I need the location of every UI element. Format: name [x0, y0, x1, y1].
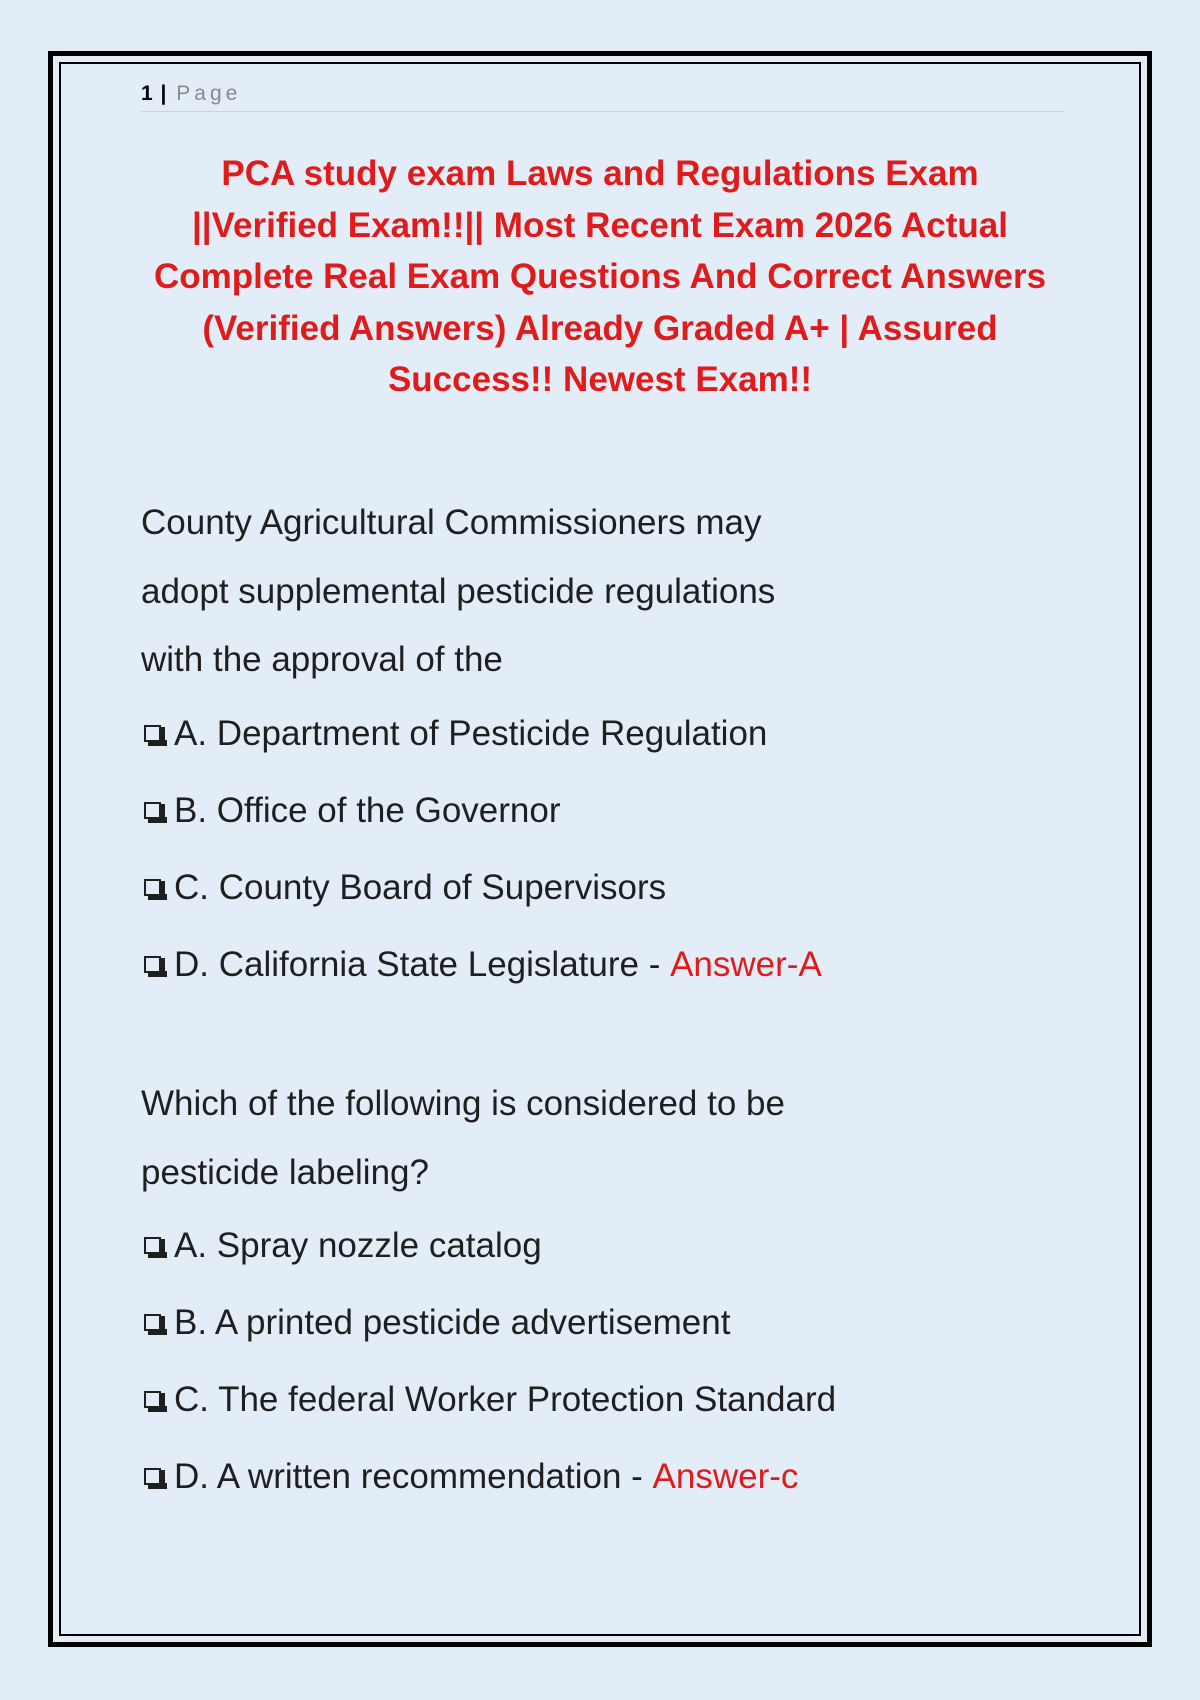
question-1 — [141, 489, 1101, 1003]
option-text: D. A written recommendation - — [174, 1457, 653, 1496]
checkbox-shadow-icon — [144, 1391, 161, 1408]
question-2 — [141, 1070, 1101, 1515]
title-line: Complete Real Exam Questions And Correct Answers — [153, 257, 1047, 296]
option-b — [141, 772, 1101, 849]
title-line: PCA study exam Laws and Regulations Exam — [221, 154, 979, 193]
checkbox-shadow-icon — [144, 879, 161, 896]
title-line: (Verified Answers) Already Graded A+ | Assured — [202, 308, 998, 348]
option-text: C. County Board of Supervisors — [174, 867, 667, 907]
option-text: B. A printed pesticide advertisement — [174, 1303, 731, 1342]
option-c — [141, 1361, 1101, 1438]
title-line: ||Verified Exam!!|| Most Recent Exam 2026 Actual — [192, 205, 1008, 245]
question-text-line: Which of the following is considered to be — [141, 1084, 785, 1123]
checkbox-shadow-icon — [144, 956, 161, 973]
option-d — [141, 926, 1101, 1003]
page-separator: | — [160, 82, 167, 105]
option-a — [141, 1207, 1101, 1284]
option-text: D. California State Legislature - — [174, 944, 671, 984]
checkbox-shadow-icon — [144, 1314, 161, 1331]
option-b — [141, 1284, 1101, 1361]
option-c — [141, 849, 1101, 926]
page-label: Page — [176, 82, 242, 105]
checkbox-shadow-icon — [144, 725, 161, 742]
checkbox-shadow-icon — [144, 802, 161, 819]
question-text-line: County Agricultural Commissioners may — [141, 503, 762, 542]
page-number: 1 — [141, 82, 153, 105]
page-header — [141, 80, 1063, 112]
checkbox-shadow-icon — [144, 1468, 161, 1485]
answer-label: Answer-A — [670, 944, 822, 984]
option-text: B. Office of the Governor — [174, 790, 561, 830]
title-line: Success!! Newest Exam!! — [387, 360, 813, 399]
option-a — [141, 695, 1101, 772]
question-text-line: pesticide labeling? — [141, 1152, 429, 1192]
checkbox-shadow-icon — [144, 1237, 161, 1254]
question-text-line: adopt supplemental pesticide regulations — [141, 571, 776, 611]
question-text-line: with the approval of the — [141, 640, 503, 679]
option-text: A. Spray nozzle catalog — [174, 1226, 542, 1265]
option-text: A. Department of Pesticide Regulation — [174, 713, 768, 753]
document-title — [110, 148, 1090, 406]
option-text: C. The federal Worker Protection Standard — [174, 1380, 837, 1419]
option-d — [141, 1438, 1101, 1515]
answer-label: Answer-c — [652, 1457, 799, 1496]
